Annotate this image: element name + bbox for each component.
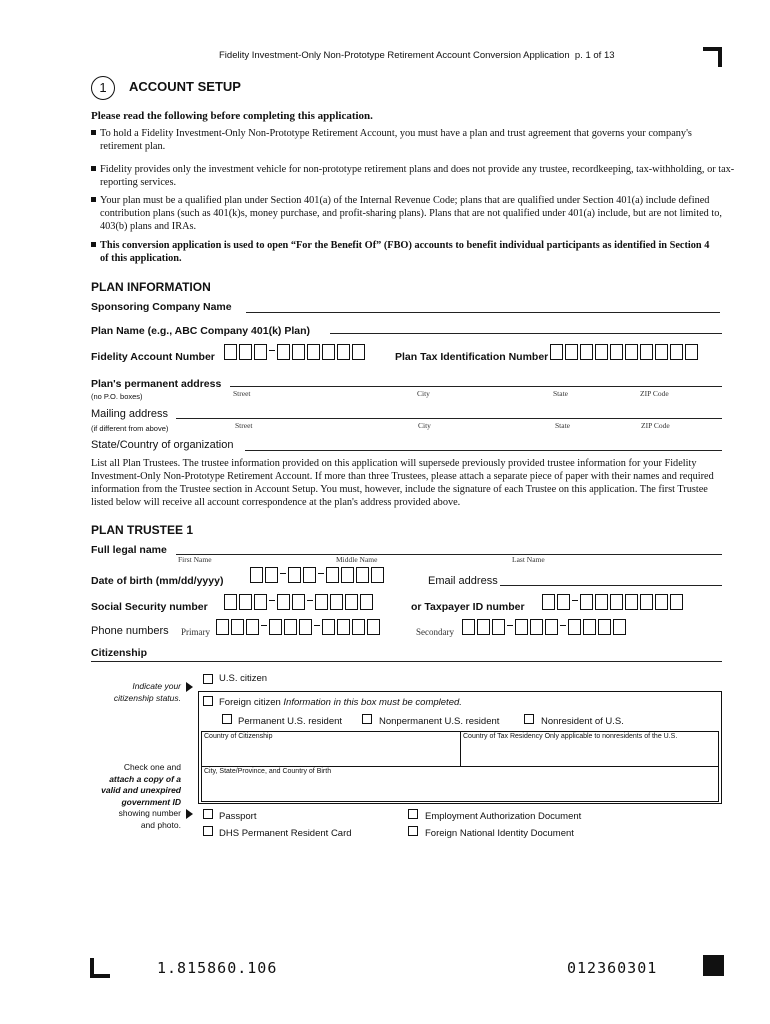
perm-city-label: City [417,389,430,398]
foreign-id-label: Foreign National Identity Document [425,828,574,839]
last-name-label: Last Name [512,555,545,564]
ead-checkbox[interactable] [408,809,418,819]
sponsoring-company-label: Sponsoring Company Name [91,301,232,313]
primary-label: Primary [181,627,210,637]
if-different-note: (if different from above) [91,424,169,433]
country-tax-label: Country of Tax Residency Only applicable to nonresidents of the U.S. [463,733,678,740]
taxpayer-id-boxes[interactable] [542,592,685,610]
nonresident-label: Nonresident of U.S. [541,716,624,727]
secondary-phone-boxes[interactable] [462,617,628,635]
perm-zip-label: ZIP Code [640,389,669,398]
dob-label: Date of birth (mm/dd/yyyy) [91,575,224,587]
corner-mark-bottom-left [90,958,110,978]
us-citizen-label: U.S. citizen [219,673,268,684]
trustee-heading: PLAN TRUSTEE 1 [91,523,194,537]
birthplace-label: City, State/Province, and Country of Birth [204,768,332,775]
ssn-boxes[interactable] [224,592,375,610]
citizenship-label: Citizenship [91,647,148,659]
foreign-citizen-label: Foreign citizen Information in this box must be completed. [219,697,462,708]
full-legal-name-field[interactable] [176,554,722,555]
intro-bullet-1: To hold a Fidelity Investment-Only Non-Prototype Retirement Account, you must have a plan and trust agreement that governs your company's retirement plan. [91,127,733,153]
tax-id-label: Plan Tax Identification Number [395,351,549,363]
us-citizen-checkbox[interactable] [203,674,213,684]
country-citizenship-label: Country of Citizenship [204,733,273,740]
section-number-circle: 1 [91,76,115,100]
mail-city-label: City [418,421,431,430]
perm-state-label: State [553,389,568,398]
corner-mark-top-right [703,47,722,67]
state-country-field[interactable] [245,450,722,451]
plan-name-field[interactable] [330,333,722,334]
arrow-right-icon [186,809,193,819]
dhs-card-label: DHS Permanent Resident Card [219,828,352,839]
registration-square [703,955,724,976]
full-legal-name-label: Full legal name [91,544,167,556]
dhs-card-checkbox[interactable] [203,826,213,836]
intro-bullet-4: This conversion application is used to open “For the Benefit Of” (FBO) accounts to benefit individual participants as identified in Section 4 of this application. [91,239,720,265]
foreign-id-checkbox[interactable] [408,826,418,836]
perm-street-label: Street [233,389,251,398]
email-field[interactable] [500,585,722,586]
check-one-note: Check one and attach a copy of a valid and unexpired government ID showing number and photo. [101,762,181,830]
page-number: p. 1 of 13 [574,50,615,61]
permanent-address-field[interactable] [230,386,722,387]
or-taxpayer-label: or Taxpayer ID number [411,601,525,613]
form-code: 1.815860.106 [157,959,278,977]
first-name-label: First Name [178,555,212,564]
foreign-citizen-checkbox[interactable] [203,696,213,706]
citizenship-rule [91,661,722,662]
mailing-address-field[interactable] [176,418,722,419]
foreign-note: Information in this box must be completed. [283,697,462,708]
ead-label: Employment Authorization Document [425,811,582,822]
permanent-resident-label: Permanent U.S. resident [238,716,343,727]
plan-name-label: Plan Name (e.g., ABC Company 401(k) Plan) [91,325,310,337]
state-country-label: State/Country of organization [91,439,234,451]
nonpermanent-resident-label: Nonpermanent U.S. resident [379,716,500,727]
nonpermanent-resident-checkbox[interactable] [362,714,372,724]
primary-phone-boxes[interactable] [216,617,382,635]
intro-heading: Please read the following before completing this application. [91,110,373,122]
ssn-label: Social Security number [91,601,208,613]
indicate-citizenship-note: Indicate your citizenship status. [113,681,181,703]
mailing-address-label: Mailing address [91,408,169,420]
mail-zip-label: ZIP Code [641,421,670,430]
secondary-label: Secondary [416,627,454,637]
fidelity-account-label: Fidelity Account Number [91,351,215,363]
passport-label: Passport [219,811,257,822]
no-po-boxes-note: (no P.O. boxes) [91,392,143,401]
phone-label: Phone numbers [91,625,169,637]
fidelity-account-boxes[interactable] [224,342,367,360]
passport-checkbox[interactable] [203,809,213,819]
permanent-resident-checkbox[interactable] [222,714,232,724]
arrow-right-icon [186,682,193,692]
middle-name-label: Middle Name [336,555,378,564]
plan-info-heading: PLAN INFORMATION [91,280,211,294]
mail-state-label: State [555,421,570,430]
intro-bullet-2: Fidelity provides only the investment vehicle for non-prototype retirement plans and does not provide any trustee, recordkeeping, tax-withholding, or tax-reporting services. [91,163,740,189]
dob-boxes[interactable] [250,565,386,583]
email-label: Email address [428,575,498,587]
permanent-address-label: Plan's permanent address [91,378,222,390]
sponsoring-company-field[interactable] [246,312,720,313]
barcode-number: 012360301 [567,959,658,977]
mail-street-label: Street [235,421,253,430]
header-title: Fidelity Investment-Only Non-Prototype Retirement Account Conversion Application p. 1 of 13 [219,50,615,61]
trustees-note: List all Plan Trustees. The trustee information provided on this application will supersede previously provided trustee information for your Fidelity Investment-Only Non-Prototype Retirement Account. If more than three Trustees, please attach a separate piece of paper with their names and required information from the Trustee section in Account Setup. You must, however, include the signature of each Trustee on this application. The first Trustee listed below will receive all account correspondence at the plan's address provided above. [91,458,714,508]
tax-id-boxes[interactable] [550,342,700,360]
section-title: ACCOUNT SETUP [129,79,241,94]
intro-bullet-3: Your plan must be a qualified plan under Section 401(a) of the Internal Revenue Code; plans that are qualified under Section 401(a) include defined contribution plans (such as 401(k)s, money purchase, and profit-sharing plans). Plans that are not qualified under 401(a) include, but are not limited to, 403(b) plans and IRAs. [91,194,730,233]
nonresident-checkbox[interactable] [524,714,534,724]
